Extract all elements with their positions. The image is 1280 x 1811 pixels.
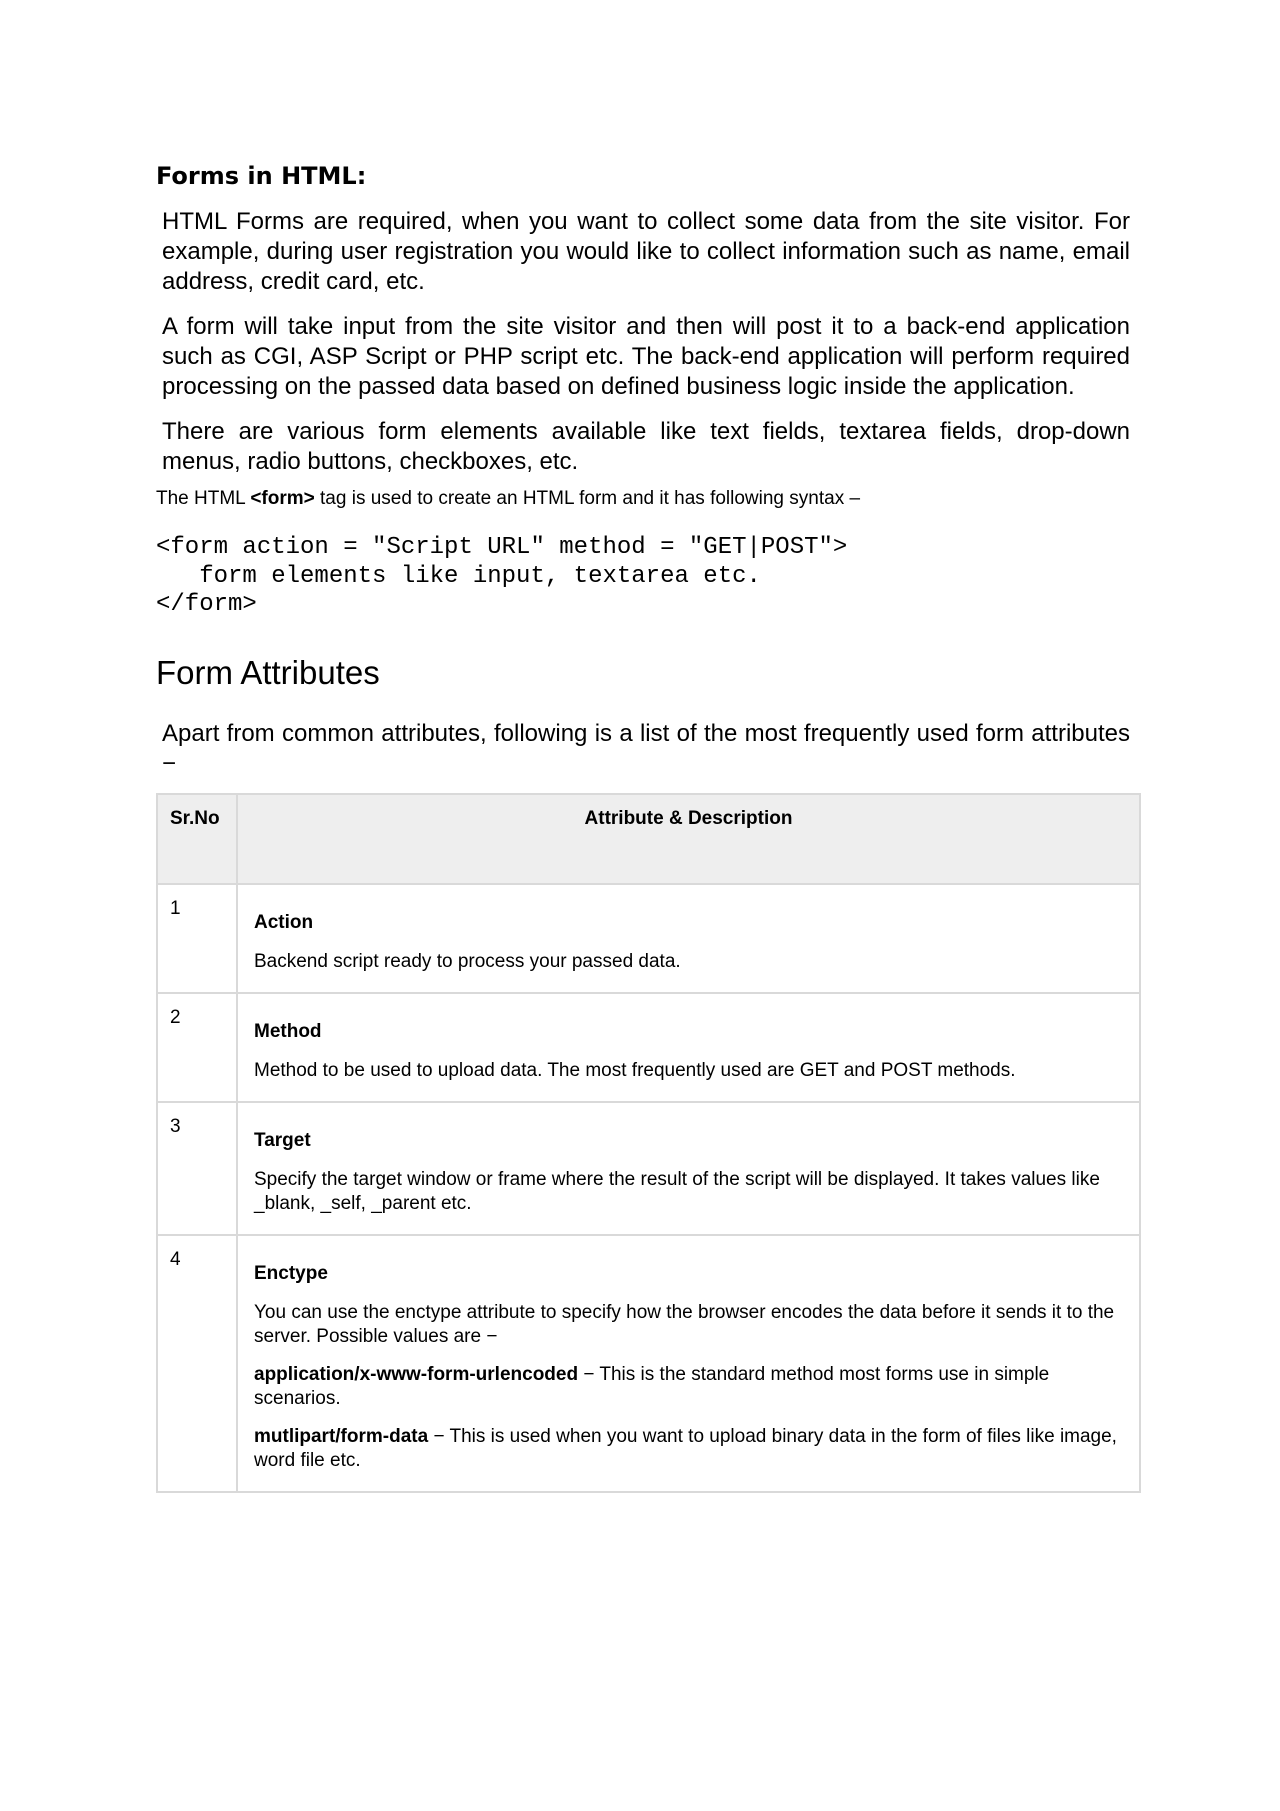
document-page [156, 160, 1141, 1493]
enctype-value-text: − This is used when you want to upload binary data in the form of files like image, word file etc. [254, 1425, 1117, 1471]
intro-paragraph: A form will take input from the site visitor and then will post it to a back-end application such as CGI, ASP Script or PHP script etc. The back-end application will perform required processing on the passed data based on defined business logic inside the application. [162, 313, 1130, 400]
enctype-value-name: application/x-www-form-urlencoded [254, 1363, 579, 1385]
header-description: Attribute & Description [237, 794, 1140, 884]
intro-section [162, 207, 1130, 477]
attribute-name: Action [254, 911, 314, 933]
attribute-description: Method to be used to upload data. The most frequently used are GET and POST methods. [254, 1059, 1016, 1081]
enctype-value-name: mutlipart/form-data [254, 1425, 429, 1447]
row-number: 4 [157, 1235, 237, 1492]
code-line: </form> [156, 591, 257, 618]
enctype-value [254, 1363, 1122, 1411]
syntax-intro [156, 486, 1141, 512]
code-block [156, 534, 1141, 620]
table-row [157, 884, 1140, 993]
attribute-description: Backend script ready to process your passed data. [254, 950, 681, 972]
row-number: 3 [157, 1102, 237, 1235]
attribute-name: Method [254, 1020, 322, 1042]
attribute-name: Target [254, 1129, 311, 1151]
row-description-cell [237, 1235, 1140, 1492]
attributes-table [156, 793, 1141, 1493]
code-line: <form action = "Script URL" method = "GET|POST"> [156, 534, 848, 561]
table-row [157, 1235, 1140, 1492]
table-row [157, 993, 1140, 1102]
row-number: 2 [157, 993, 237, 1102]
enctype-value [254, 1425, 1122, 1473]
header-number: Sr.No [157, 794, 237, 884]
document-title: Forms in HTML: [156, 162, 367, 190]
row-description-cell [237, 884, 1140, 993]
syntax-intro-after: tag is used to create an HTML form and it has following syntax – [314, 488, 861, 509]
enctype-value-text: − This is the standard method most forms use in simple scenarios. [254, 1363, 1050, 1409]
attribute-description: You can use the enctype attribute to specify how the browser encodes the data before it sends it to the server. Possible values are − [254, 1301, 1115, 1347]
intro-paragraph: HTML Forms are required, when you want to collect some data from the site visitor. For example, during user registration you would like to collect information such as name, email address, credit card, etc. [162, 208, 1130, 295]
section-heading: Form Attributes [156, 653, 380, 691]
syntax-intro-before: The HTML [156, 488, 251, 509]
form-tag-text: <form> [250, 488, 315, 509]
intro-paragraph: There are various form elements available like text fields, textarea fields, drop-down menus, radio buttons, checkboxes, etc. [162, 418, 1130, 475]
attribute-name: Enctype [254, 1262, 328, 1284]
table-header-row [157, 794, 1140, 884]
table-row [157, 1102, 1140, 1235]
section-intro: Apart from common attributes, following is a list of the most frequently used form attributes − [162, 719, 1130, 777]
attribute-description: Specify the target window or frame where the result of the script will be displayed. It takes values like _blank, _self, _parent etc. [254, 1168, 1100, 1214]
row-description-cell [237, 993, 1140, 1102]
row-number: 1 [157, 884, 237, 993]
row-description-cell [237, 1102, 1140, 1235]
code-line: form elements like input, textarea etc. [156, 562, 761, 590]
